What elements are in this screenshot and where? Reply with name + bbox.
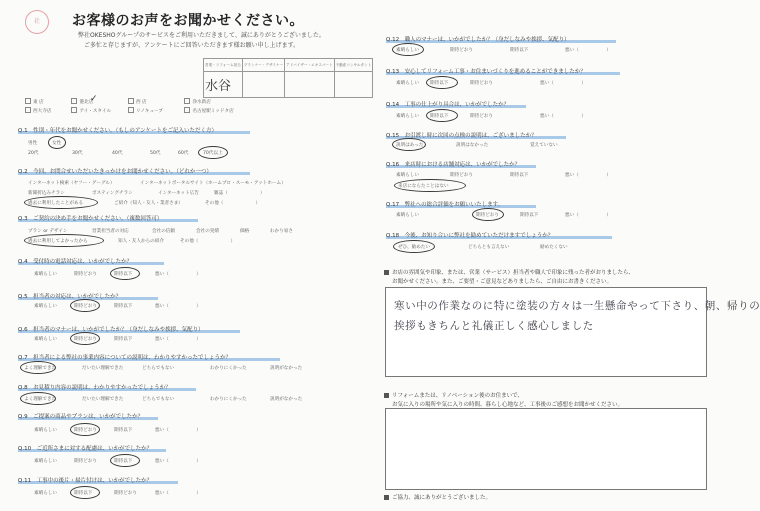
answer-circle — [394, 179, 466, 192]
staff-col-sales: 営業・リフォーム担当 — [204, 59, 243, 72]
q9-label: Q.9 ご提案の商品やプランは、いかがでしたか？ — [18, 414, 144, 420]
q14-opt-bad[interactable]: 悪い（ ） — [540, 114, 586, 119]
answer-circle — [20, 361, 56, 374]
q4-opt-bad[interactable]: 悪い（ ） — [155, 272, 201, 277]
q14-label: Q.14 工事の仕上がり具合は、いかがでしたか？ — [386, 102, 510, 108]
q5-opt-expected[interactable]: 期待どおり — [74, 304, 97, 309]
q7-opt-neutral[interactable]: どちらでもない — [142, 366, 175, 371]
square-bullet-icon — [384, 495, 389, 500]
q18-opt-yes[interactable]: ぜひ、勧めたい — [398, 245, 430, 250]
q15-label: Q.15 お引渡し時に次回の点検の説明は、ございましたか？ — [386, 133, 537, 139]
q2-label: Q.2 今回、お問合せいただいたきっかけをお聞かせください。（どれか一つ） — [18, 169, 212, 175]
q17-opt-bad[interactable]: 悪い（ ） — [565, 213, 611, 218]
q17-opt-expected[interactable]: 期待どおり — [476, 213, 499, 218]
q11-label: Q.11 工事中の後片・掃片付けは、いかがでしたか？ — [18, 478, 153, 484]
answer-circle — [392, 138, 426, 151]
footer-thanks: ご協力、誠にありがとうございました。 — [384, 493, 491, 501]
comment1-text-line-2: 挨拶もきちんと礼儀正しく感心しました — [394, 320, 594, 332]
company-stamp: 社 — [25, 10, 49, 34]
q2-opt-posting[interactable]: ポスティングチラシ — [92, 191, 133, 196]
q14-opt-excellent[interactable]: 素晴らしい — [396, 114, 419, 119]
q9-opt-excellent[interactable]: 素晴らしい — [34, 428, 57, 433]
q4-label: Q.4 受付時の電話対応は、いかがでしたか？ — [18, 259, 133, 265]
q1-label: Q.1 性別・年代をお聞かせください。（もしのアンケートをご記入いただく方） — [18, 128, 217, 134]
q4-opt-excellent[interactable]: 素晴らしい — [34, 272, 57, 277]
q1-opt-70s[interactable]: 70代以上 — [203, 151, 223, 156]
store-checkbox[interactable] — [184, 107, 190, 113]
q16-opt-excellent[interactable]: 素晴らしい — [396, 173, 419, 178]
q1-opt-40s[interactable]: 40代 — [112, 151, 123, 156]
answer-circle — [472, 208, 504, 221]
store-checkbox[interactable] — [184, 98, 190, 104]
q13-opt-bad[interactable]: 悪い（ ） — [540, 81, 586, 86]
q5-opt-excellent[interactable]: 素晴らしい — [34, 304, 57, 309]
q7-opt-well[interactable]: よく理解できた — [24, 366, 57, 371]
q10-label: Q.10 ご近所さまに対する配慮は、いかがでしたか？ — [18, 446, 153, 452]
q15-opt-forgot[interactable]: 覚えていない — [530, 143, 558, 148]
store-checkbox-checked[interactable] — [71, 98, 77, 104]
q4-opt-expected[interactable]: 期待どおり — [74, 272, 97, 277]
q16-opt-expected[interactable]: 期待どおり — [450, 173, 473, 178]
q6-opt-excellent[interactable]: 素晴らしい — [34, 337, 57, 342]
intro-line-1: 弊社OKESHOグループのサービスをご利用いただきまして、誠にありがとうございました。 — [78, 32, 325, 39]
q5-opt-below[interactable]: 期待以下 — [114, 304, 133, 309]
q6-opt-expected[interactable]: 期待どおり — [74, 337, 97, 342]
page-title: お客様のお声をお聞かせください。 — [72, 13, 304, 29]
q1-opt-male[interactable]: 男性 — [28, 141, 38, 146]
q18-opt-neutral[interactable]: どちらとも言えない — [468, 245, 510, 250]
q16-opt-bad[interactable]: 悪い（ ） — [565, 173, 611, 178]
staff-col-advisor: アドバイザー・エキスパート — [285, 59, 335, 72]
comment1-prompt-2: お聞かせください。また、ご要望・ご意見などありましたら、ご自由にお書きください。 — [392, 279, 613, 285]
q10-opt-bad[interactable]: 悪い（ ） — [155, 459, 201, 464]
q7-label: Q.7 担当者による弊社の事業内容についての説明は、わかりやすかったでしょうか？ — [18, 355, 231, 361]
q11-opt-excellent[interactable]: 素晴らしい — [34, 491, 57, 496]
q9-opt-bad[interactable]: 悪い（ ） — [155, 428, 201, 433]
q10-opt-expected[interactable]: 期待どおり — [74, 459, 97, 464]
q16-opt-never-visited[interactable]: 来店にならたことはない — [398, 184, 449, 189]
staff-col-realestate: 不動産コンサルタント — [334, 59, 373, 72]
q10-opt-below[interactable]: 期待以下 — [114, 459, 133, 464]
q6-opt-bad[interactable]: 悪い（ ） — [155, 337, 201, 342]
answer-circle — [110, 454, 140, 467]
comment2-prompt-2: お気に入りの場所や気に入りの時間、暮らし心地など、工事後のご感想をお聞かせください。 — [392, 402, 624, 408]
q15-opt-no[interactable]: 説明はなかった — [456, 143, 489, 148]
q11-opt-below[interactable]: 期待どおり — [114, 491, 137, 496]
q2-opt-magazine[interactable]: 雑誌（ ） — [214, 191, 265, 196]
q14-opt-expected[interactable]: 期待どおり — [470, 114, 493, 119]
q1-opt-female[interactable]: 女性 — [52, 141, 62, 146]
staff-name-realestate[interactable] — [334, 72, 373, 98]
q6-label: Q.6 担当者のマナーは、いかがでしたか？（身だしなみや挨拶、気配り） — [18, 327, 204, 333]
q3-opt-other[interactable]: その他（ ） — [180, 239, 236, 244]
q13-label: Q.13 安心してリフォーム工事・お住まいづくりを進めることができましたか？ — [386, 69, 586, 75]
staff-col-planner: プランナー・デザイナー — [242, 59, 284, 72]
store-checkbox[interactable] — [25, 107, 31, 113]
answer-circle — [70, 486, 100, 499]
q12-opt-excellent[interactable]: 素晴らしい — [396, 48, 419, 53]
check-mark-icon: ✓ — [90, 94, 98, 104]
answer-circle — [70, 423, 100, 436]
answer-circle — [426, 109, 458, 122]
q12-opt-bad[interactable]: 悪い（ ） — [565, 48, 611, 53]
q1-opt-30s[interactable]: 30代 — [72, 151, 83, 156]
answer-circle — [48, 136, 66, 149]
q1-opt-20s[interactable]: 20代 — [28, 151, 39, 156]
q17-opt-excellent[interactable]: 素晴らしい — [396, 213, 419, 218]
q7-opt-unclear[interactable]: わかりにくかった — [210, 366, 247, 371]
q15-opt-yes[interactable]: 説明はあった — [396, 143, 424, 148]
answer-circle — [392, 43, 424, 56]
q7-opt-mostly[interactable]: だいたい理解できた — [82, 366, 124, 371]
store-checkbox[interactable] — [71, 107, 77, 113]
q11-opt-expected[interactable]: 期待以下 — [74, 491, 93, 496]
q2-opt-previous[interactable]: 過去に利用したことがある — [28, 201, 84, 206]
comment2-prompt: リフォームまたは、リノベーション後のお住まいで、 — [384, 391, 523, 399]
q8-opt-none[interactable]: 説明がなかった — [270, 397, 303, 402]
answer-circle — [24, 234, 104, 247]
q8-opt-well[interactable]: よく理解できた — [24, 397, 57, 402]
store-checkbox[interactable] — [128, 107, 134, 113]
square-bullet-icon — [384, 393, 389, 398]
q3-opt-record[interactable]: 会社の実績 — [196, 229, 219, 234]
answer-circle — [20, 392, 56, 405]
comment1-text-line-1: 寒い中の作業なのに特に塗装の方々は一生懸命やって下さり、朝、帰りの — [394, 300, 760, 312]
q2-opt-referral[interactable]: ご紹介（知人・友人・業者さま） — [114, 201, 183, 206]
q16-label: Q.16 来店時における店舗対応は、いかがでしたか？ — [386, 162, 521, 168]
q9-opt-expected[interactable]: 期待どおり — [74, 428, 97, 433]
q17-opt-below[interactable]: 期待以下 — [520, 213, 539, 218]
q12-opt-expected[interactable]: 期待どおり — [450, 48, 473, 53]
answer-circle — [70, 332, 100, 345]
q13-opt-below[interactable]: 期待以下 — [430, 81, 449, 86]
q3-opt-plan[interactable]: プラン or デザイン — [28, 229, 68, 234]
q9-opt-below[interactable]: 期待以下 — [114, 428, 133, 433]
q8-opt-unclear[interactable]: わかりにくかった — [210, 397, 247, 402]
q4-opt-below[interactable]: 期待以下 — [114, 272, 133, 277]
q7-opt-none[interactable]: 説明がなかった — [270, 366, 303, 371]
q2-opt-portal[interactable]: インターネットポータルサイト（ホームプロ・スーモ・アットホーム） — [140, 181, 286, 186]
q2-opt-other[interactable]: その他（ ） — [205, 201, 261, 206]
store-row-2: 西大寺店 アイ・スタイル リノキューブ 名古屋駅ミッドタ店 — [25, 107, 244, 114]
answer-circle — [198, 146, 228, 159]
q18-opt-no[interactable]: 勧めたくない — [540, 245, 568, 250]
q8-opt-neutral[interactable]: どちらでもない — [142, 397, 175, 402]
q6-opt-below[interactable]: 期待以下 — [114, 337, 133, 342]
q12-label: Q.12 職人のマナーは、いかがでしたか？（身だしなみや挨拶、気配り） — [386, 37, 570, 43]
q10-opt-excellent[interactable]: 素晴らしい — [34, 459, 57, 464]
q2-opt-search[interactable]: インターネット検索（ヤフー・グーグル） — [28, 181, 115, 186]
square-bullet-icon — [384, 270, 389, 275]
q13-opt-excellent[interactable]: 素晴らしい — [396, 81, 419, 86]
q3-opt-friend[interactable]: 知人・友人からの紹介 — [118, 239, 164, 244]
q12-opt-below[interactable]: 期待以下 — [510, 48, 529, 53]
q3-opt-trust[interactable]: 会社の信頼 — [152, 229, 175, 234]
store-checkbox[interactable] — [128, 98, 134, 104]
staff-table — [203, 58, 373, 98]
answer-circle — [110, 267, 140, 280]
q13-opt-expected[interactable]: 期待どおり — [470, 81, 493, 86]
q2-opt-newspaper[interactable]: 新聞折込みチラシ — [28, 191, 65, 196]
answer-circle — [393, 240, 435, 253]
staff-name-planner[interactable] — [242, 72, 284, 98]
comment1-prompt: お店の雰囲気や印象、または、営業（サービス）担当者や職人で印象に残った者がおりましたら、 — [384, 268, 634, 276]
store-checkbox[interactable] — [25, 98, 31, 104]
q17-label: Q.17 弊社への総合評価をお願いいたします。 — [386, 202, 504, 208]
q8-label: Q.8 お見積り内容の説明は、わかりやすかったでしょうか？ — [18, 385, 171, 391]
q11-opt-bad[interactable]: 悪い（ ） — [155, 491, 201, 496]
answer-circle — [24, 196, 98, 209]
comment1-textarea[interactable] — [385, 287, 760, 377]
answer-circle — [70, 299, 100, 312]
q3-opt-sales[interactable]: 営業担当者の対応 — [92, 229, 129, 234]
q8-opt-mostly[interactable]: だいたい理解できた — [82, 397, 124, 402]
comment2-textarea[interactable] — [385, 408, 707, 490]
q3-opt-price[interactable]: 価格 — [240, 229, 250, 234]
store-row-1: 東 店 港北店 西 店 浄水新店 — [25, 98, 244, 105]
q1-opt-60s[interactable]: 60代 — [178, 151, 189, 156]
q1-opt-50s[interactable]: 50代 — [150, 151, 161, 156]
staff-name-sales[interactable]: 水谷 — [204, 72, 243, 98]
q5-label: Q.5 担当者の対応は、いかがでしたか？ — [18, 294, 122, 300]
q16-opt-below[interactable]: 期待以下 — [510, 173, 529, 178]
q18-label: Q.18 今後、お知り合いに弊社を勧めていただけますでしょうか？ — [386, 233, 554, 239]
q3-label: Q.3 ご契約の決め手をお聞かせください。（複数回答可） — [18, 216, 163, 222]
answer-circle — [426, 76, 458, 89]
staff-name-advisor[interactable] — [285, 72, 335, 98]
q3-opt-clarity[interactable]: わかり易さ — [270, 229, 293, 234]
q3-opt-past-good[interactable]: 過去に利用してよかったから — [28, 239, 88, 244]
intro-line-2: ご多忙と存じますが、アンケートにご回答いただきます様お願い申し上げます。 — [84, 42, 300, 49]
q14-opt-below[interactable]: 期待以下 — [430, 114, 449, 119]
q2-opt-webad[interactable]: インターネット広告 — [158, 191, 199, 196]
q5-opt-bad[interactable]: 悪い（ ） — [155, 304, 201, 309]
